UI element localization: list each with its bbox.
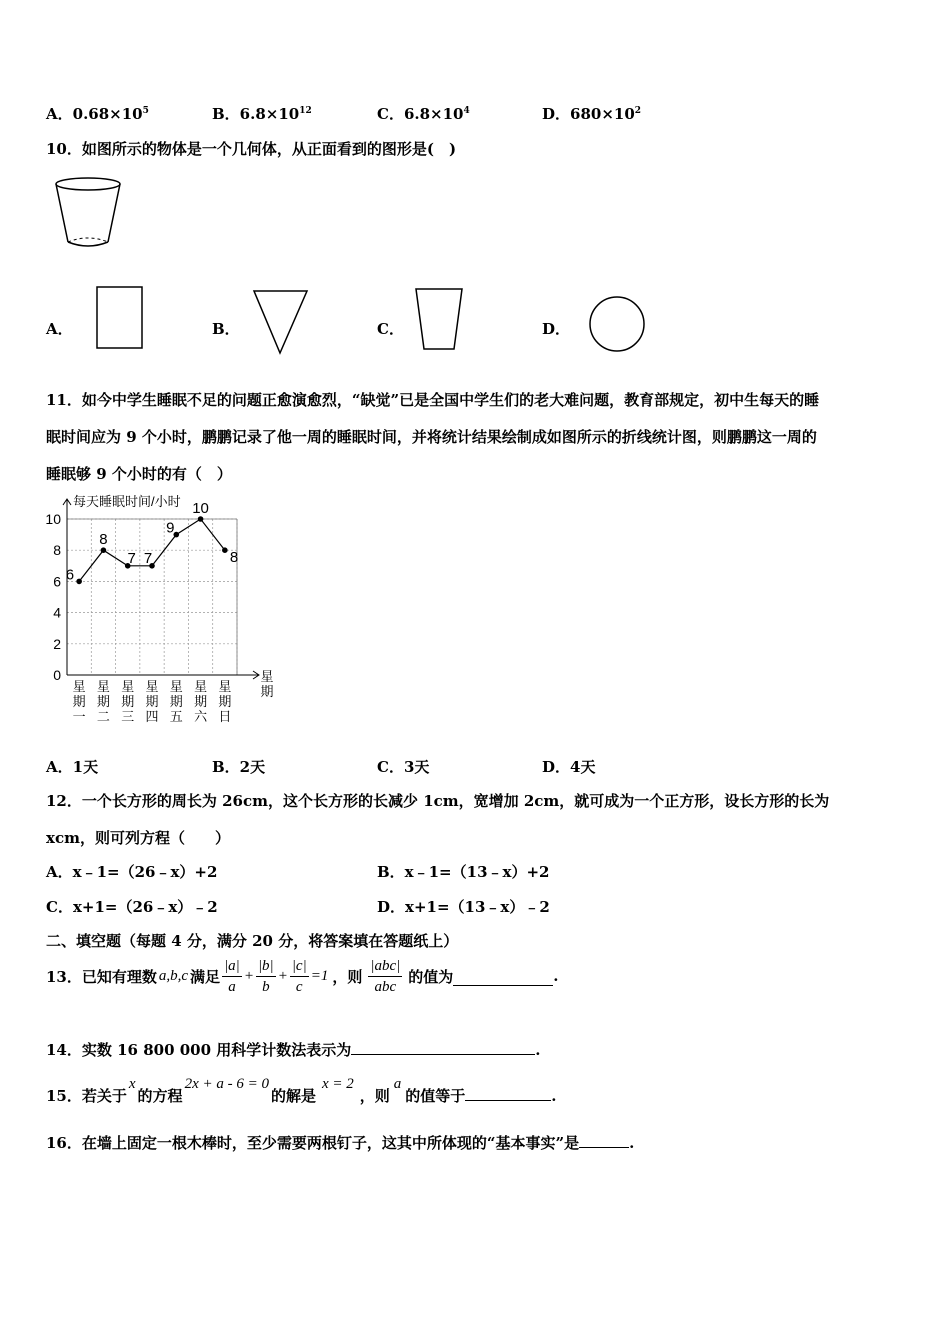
q13-fraction-abc: $\frac{\text{|abc|}}{\text{abc}}$ (370, 957, 401, 995)
data-label: 8 (99, 531, 108, 549)
q13-suffix: 的值为 (408, 967, 454, 986)
q12-option-a: A．x﹣1=（26﹣x）+2 (46, 863, 218, 881)
x-tick-label: 期 (72, 694, 86, 709)
y-tick-label: 10 (45, 511, 61, 527)
q12-option-c: C．x+1=（26﹣x）﹣2 (46, 898, 218, 916)
q10-option-a: A． (46, 320, 73, 338)
x-tick-label: 星 (121, 679, 135, 694)
q10-option-d: D． (542, 320, 571, 338)
q15: 15．若关于x的方程2x + a - 6 = 0的解是x = 2，则a的值等于 . (46, 1076, 557, 1105)
data-label: 7 (127, 549, 136, 567)
x-tick-label: 星 (194, 679, 208, 694)
q11-option-a: A．1天 (46, 758, 99, 776)
q13-vars: a,b,c (158, 967, 189, 984)
q12-line2: xcm，则可列方程（ ） (46, 829, 230, 847)
data-label: 8 (229, 549, 239, 567)
x-tick-label: 星 (72, 679, 86, 694)
x-tick-label: 期 (194, 694, 208, 709)
q11-option-d: D．4天 (542, 758, 596, 776)
trapezoid-shape (413, 286, 465, 352)
x-tick-label: 期 (121, 694, 135, 709)
y-tick-label: 2 (53, 635, 61, 652)
data-point (222, 547, 228, 553)
x-tick-label: 期 (218, 694, 232, 709)
data-label: 10 (192, 500, 209, 517)
sleep-line-chart (40, 492, 285, 727)
q13-then: ，则 (332, 967, 363, 986)
data-label: 7 (143, 549, 153, 567)
x-tick-label: 星 (169, 679, 183, 694)
q9-option-d: D．$680\times 10^2$ (542, 105, 642, 123)
q13-answer-blank[interactable] (453, 967, 553, 986)
x-tick-label: 六 (194, 709, 208, 724)
cup-figure (50, 172, 130, 252)
q11-line2: 眠时间应为 9 个小时，鹏鹏记录了他一周的睡眠时间，并将统计结果绘制成如图所示的折线统计图，则鹏鹏这一周的 (46, 428, 817, 446)
x-axis-label: 期 (260, 684, 274, 699)
data-point (76, 579, 82, 585)
q9-option-c: C．$6.8\times 10^4$ (377, 105, 470, 123)
q13-fraction-a: $\frac{|a|}{a}$ (224, 957, 240, 995)
rectangle-shape (95, 285, 145, 351)
q10-stem: 10．如图所示的物体是一个几何体，从正面看到的图形是( ) (46, 140, 457, 158)
x-tick-label: 期 (169, 694, 183, 709)
inverted-triangle-shape (252, 288, 310, 356)
data-label: 6 (65, 566, 75, 584)
x-tick-label: 星 (96, 679, 110, 694)
circle-shape (587, 294, 647, 354)
x-tick-label: 期 (96, 694, 110, 709)
x-tick-label: 期 (145, 694, 159, 709)
y-tick-label: 6 (53, 573, 61, 590)
q14-answer-blank[interactable] (351, 1040, 535, 1055)
data-point (198, 516, 204, 522)
q12-option-d: D．x+1=（13﹣x）﹣2 (377, 898, 550, 916)
q15-answer-blank[interactable] (465, 1086, 551, 1101)
q16-answer-blank[interactable] (579, 1133, 629, 1148)
chart-title: 每天睡眠时间/小时 (73, 494, 181, 509)
x-tick-label: 二 (96, 709, 110, 724)
q11-line1: 11．如今中学生睡眠不足的问题正愈演愈烈，“缺觉”已是全国中学生们的老大难问题，教育部规定，初中生每天的睡 (46, 391, 820, 409)
x-axis-label: 星 (260, 669, 274, 684)
section-2-heading: 二、填空题（每题 4 分，满分 20 分，将答案填在答题纸上） (46, 932, 459, 950)
data-label: 9 (166, 519, 175, 537)
q10-option-b: B． (212, 320, 240, 338)
x-tick-label: 三 (121, 709, 135, 724)
q12-option-b: B．x﹣1=（13﹣x）+2 (377, 863, 550, 881)
q13-fraction-b: $\frac{|b|}{b}$ (257, 957, 274, 995)
q13-fraction-c: $\frac{|c|}{c}$ (291, 957, 307, 995)
q11-option-c: C．3天 (377, 758, 430, 776)
q13-mid: 满足 (190, 967, 221, 986)
x-tick-label: 五 (169, 709, 183, 724)
q9-option-a: A．$0.68\times 10^5$ (46, 105, 149, 123)
x-tick-label: 星 (145, 679, 159, 694)
x-tick-label: 日 (218, 709, 232, 724)
x-tick-label: 四 (145, 709, 159, 724)
q10-option-c: C． (377, 320, 404, 338)
q13: 13．已知有理数 a,b,c 满足 $\frac{|a|}{a}$ + $\frac{|b|}{b}$ + $\frac{|c|}{c}$ =1 ，则 $\frac{\text{|abc|}}{\text{abc}}$ 的值为 . (46, 957, 559, 995)
q13-prefix: 13．已知有理数 (46, 967, 157, 986)
data-point (101, 547, 107, 553)
q14: 14．实数 16 800 000 用科学计数法表示为 . (46, 1041, 541, 1059)
q16: 16．在墙上固定一根木棒时，至少需要两根钉子，这其中所体现的“基本事实”是 . (46, 1134, 635, 1152)
q11-line3: 睡眠够 9 个小时的有（ ） (46, 465, 232, 483)
y-tick-label: 0 (53, 667, 61, 683)
x-tick-label: 一 (72, 709, 86, 724)
x-tick-label: 星 (218, 679, 232, 694)
q9-option-b: B．$6.8\times 10^{12}$ (212, 105, 312, 123)
y-tick-label: 8 (53, 542, 61, 559)
q13-eq: =1 (310, 967, 329, 984)
q12-line1: 12．一个长方形的周长为 26cm，这个长方形的长减少 1cm，宽增加 2cm，就可成为一个正方形，设长方形的长为 (46, 792, 830, 810)
q11-option-b: B．2天 (212, 758, 266, 776)
y-tick-label: 4 (53, 604, 61, 621)
